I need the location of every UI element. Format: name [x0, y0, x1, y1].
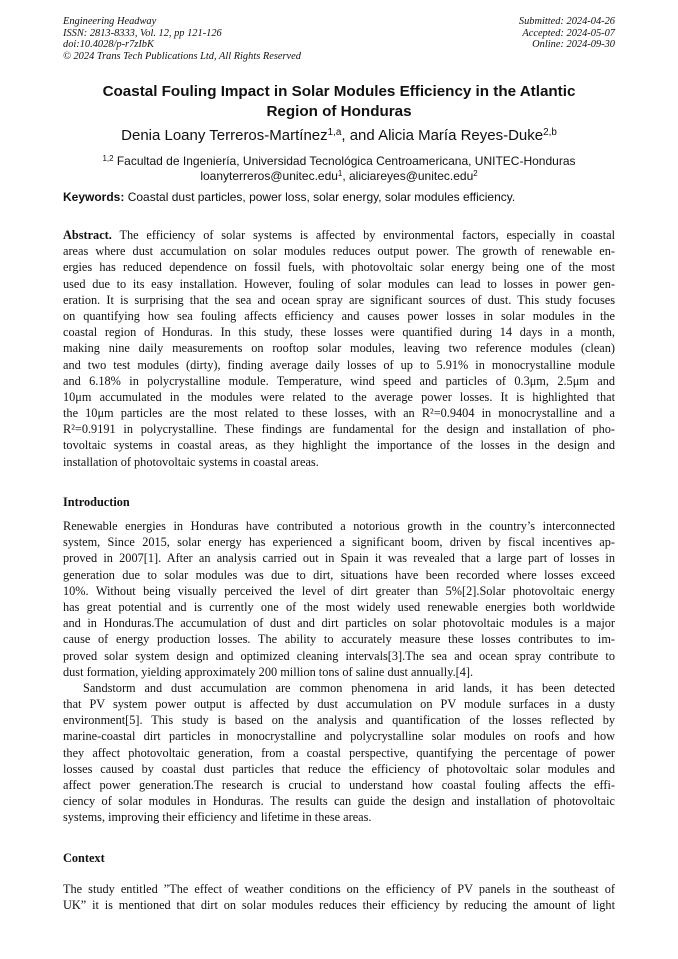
- affiliation-line: [63, 154, 615, 169]
- abstract-line: and two test modules (dirty), finding average daily losses of up to 5.91% in monocrystalline module: [63, 357, 615, 372]
- abstract-line: tovoltaic systems in coastal areas, as they highlight the importance of the losses in the design and: [63, 438, 615, 453]
- intro-line: that PV system power output is affected by dust accumulation on PV module surfaces in a dusty: [63, 697, 615, 712]
- abstract-line: installation of photovoltaic systems in coastal areas.: [63, 454, 319, 469]
- journal-issn: ISSN: 2813-8333, Vol. 12, pp 121-126: [63, 27, 222, 39]
- affiliation-text: Facultad de Ingeniería, Universidad Tecnológica Centroamericana, UNITEC-Honduras: [113, 154, 576, 168]
- affiliation-block: [63, 154, 615, 184]
- abstract-line: coastal region of Honduras. In this study, these losses were quantified during 14 days in a month,: [63, 325, 615, 340]
- email-link[interactable]: aliciareyes@unitec.edu: [349, 169, 474, 183]
- intro-line: marine-coastal dirt particles in monocrystalline and polycrystalline solar modules on roofs and how: [63, 729, 615, 744]
- intro-line: environment[5]. This study is based on the analysis and quantification of the losses reflected by: [63, 713, 615, 728]
- journal-name: Engineering Headway: [63, 16, 157, 27]
- intro-line: proved solar system design and optimized cleaning intervals[3].The sea and ocean spray contribute to: [63, 648, 615, 663]
- submitted-date: Submitted: 2024-04-26: [518, 16, 615, 27]
- journal-info: [63, 16, 301, 62]
- author-name: Alicia María Reyes-Duke: [378, 127, 544, 144]
- title-line: Region of Honduras: [266, 103, 412, 120]
- keywords: [63, 190, 615, 205]
- email-mark: 2: [473, 169, 478, 179]
- keywords-text: Coastal dust particles, power loss, solar energy, solar modules efficiency.: [124, 190, 516, 204]
- accepted-date: Accepted: 2024-05-07: [522, 27, 615, 39]
- intro-line: proved in 2007[1]. After an analysis carried out in Spain it was revealed that a large part of losses in: [63, 551, 615, 566]
- author-separator: , and: [341, 127, 379, 144]
- intro-line: systems, improving their efficiency and lifetime in these areas.: [63, 810, 372, 825]
- intro-line: affect power generation.The research is crucial to understand how coastal fouling affects the effi-: [63, 778, 615, 792]
- intro-line: generation due to solar modules was due to dirt, situations have been recorded where losses exceed: [63, 567, 615, 582]
- intro-line: system, Since 2015, solar energy has experienced a significant boom, driven by fiscal incentives ap-: [63, 535, 615, 550]
- context-heading: Context: [63, 851, 105, 865]
- intro-line: and in Honduras.The accumulation of dust and dirt particles on solar photovoltaic modules is a major: [63, 616, 615, 631]
- dates-info: [519, 16, 615, 51]
- abstract-line: areas where dust accumulation on solar modules reduces output power. The growth of renewable en-: [63, 244, 615, 259]
- intro-line: cause of energy production losses. The ability to accurately measure these losses contributes to im-: [63, 632, 615, 647]
- title-line: Coastal Fouling Impact in Solar Modules Efficiency in the Atlantic: [102, 83, 576, 100]
- introduction-body: [63, 518, 615, 826]
- author-affiliation-mark: 1,a: [327, 127, 342, 139]
- email-separator: ,: [342, 169, 349, 183]
- paper-title: [63, 82, 615, 122]
- abstract-line: and 6.18% in polycrystalline module. Temperature, wind speed and particles of 0.3μm, 2.5μm and: [63, 373, 615, 388]
- intro-line: dust formation, yielding approximately 200 million tons of saline dust annually.[4].: [63, 664, 474, 679]
- email-line: [63, 169, 615, 184]
- abstract-line: ergies has reduced dependence on fossil fuels, with photovoltaic solar energy being one of the most: [63, 260, 615, 275]
- abstract-line: used due to its easy installation. However, fouling of solar modules can lead to losses in power gen-: [63, 276, 615, 291]
- author-list: [63, 127, 615, 145]
- abstract-line: 10μm accumulated in the modules were related to the average power losses. It is highlighted that: [63, 389, 615, 404]
- journal-doi: doi:10.4028/p-r7zIbK: [63, 39, 154, 51]
- context-body: [63, 881, 615, 913]
- email-mark: 1: [337, 169, 343, 179]
- introduction-heading: Introduction: [63, 495, 130, 509]
- abstract-line: making nine daily measurements on rooftop solar modules, leaving two reference modules (clean): [63, 341, 615, 356]
- intro-line: 10%. Without being visually perceived the level of dirt greater than 5%[2].Solar photovoltaic energy: [63, 583, 615, 598]
- abstract-line: the 10μm particles are the most related to these losses, with an R²=0.9404 in monocrystalline and a: [63, 406, 615, 421]
- intro-line: Renewable energies in Honduras have contributed a notorious growth in the country’s interconnected: [63, 519, 615, 533]
- copyright-line: © 2024 Trans Tech Publications Ltd, All Rights Reserved: [63, 50, 301, 62]
- abstract-line: [63, 227, 615, 243]
- intro-line: losses caused by coastal dust particles that reduce the efficiency of photovoltaic solar modules and: [63, 761, 615, 776]
- abstract-line-text: The efficiency of solar systems is affected by environmental factors, especially in coastal: [111, 228, 615, 242]
- keywords-label: Keywords:: [63, 190, 125, 204]
- context-line: UK” it is mentioned that dirt on solar modules reduces their efficiency by reducing the amount of light: [63, 898, 615, 913]
- abstract-line: on quantifying how sea fouling affects efficiency and causes power losses in solar modules in the: [63, 308, 615, 323]
- email-link[interactable]: loanyterreros@unitec.edu: [200, 169, 338, 183]
- abstract-line: R²=0.9191 in polycrystalline. These findings are fundamental for the design and installation of pho-: [63, 422, 615, 437]
- intro-line: Sandstorm and dust accumulation are common phenomena in arid lands, it has been detected: [83, 680, 615, 695]
- intro-line: has great potential and is currently one of the most widely used renewable energies both worldwide: [63, 599, 615, 614]
- author-name: Denia Loany Terreros-Martínez: [121, 127, 328, 144]
- affiliation-mark: 1,2: [102, 154, 114, 164]
- intro-line: ciency of solar modules in Honduras. The results can guide the design and installation of photovoltaic: [63, 794, 615, 809]
- intro-line: they affect photovoltaic generation, from a coastal perspective, quantifying the percentage of power: [63, 745, 615, 760]
- online-date: Online: 2024-09-30: [532, 39, 615, 51]
- abstract-line: eration. It is surprising that the sea and ocean spray are significant sources of dust. This study focuses: [63, 292, 615, 307]
- context-line: The study entitled ”The effect of weather conditions on the efficiency of PV panels in the southeast of: [63, 882, 615, 896]
- author-affiliation-mark: 2,b: [543, 127, 557, 139]
- abstract: [63, 227, 615, 470]
- abstract-label: Abstract.: [63, 228, 112, 242]
